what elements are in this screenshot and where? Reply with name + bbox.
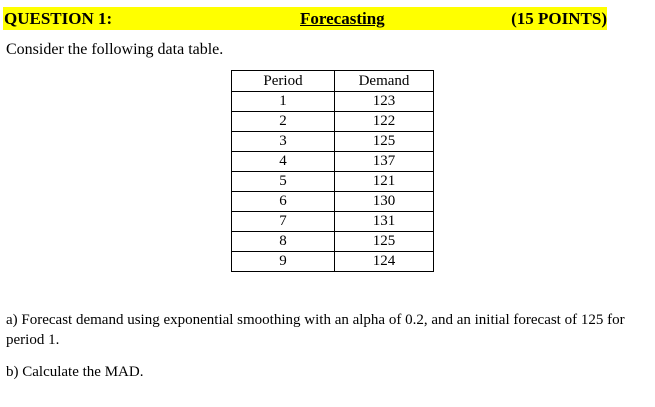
demand-cell: 122 xyxy=(335,112,434,132)
demand-cell: 121 xyxy=(335,172,434,192)
demand-cell: 124 xyxy=(335,252,434,272)
period-cell: 2 xyxy=(232,112,335,132)
period-cell: 1 xyxy=(232,92,335,112)
question-header xyxy=(3,7,607,30)
table-row xyxy=(232,192,434,212)
question-part-b: b) Calculate the MAD. xyxy=(6,364,144,380)
table-row xyxy=(232,132,434,152)
period-cell: 3 xyxy=(232,132,335,152)
period-cell: 8 xyxy=(232,232,335,252)
period-cell: 9 xyxy=(232,252,335,272)
table-header-row xyxy=(232,71,434,92)
intro-text: Consider the following data table. xyxy=(6,41,224,58)
question-points: (15 POINTS) xyxy=(511,9,607,28)
period-cell: 5 xyxy=(232,172,335,192)
column-header-period: Period xyxy=(232,71,335,92)
table-row xyxy=(232,172,434,192)
demand-cell: 137 xyxy=(335,152,434,172)
data-table xyxy=(231,70,434,272)
period-cell: 4 xyxy=(232,152,335,172)
demand-cell: 123 xyxy=(335,92,434,112)
demand-cell: 125 xyxy=(335,232,434,252)
demand-cell: 125 xyxy=(335,132,434,152)
question-number: QUESTION 1: xyxy=(4,9,113,28)
table-row xyxy=(232,112,434,132)
table-row xyxy=(232,212,434,232)
table-row xyxy=(232,152,434,172)
question-topic: Forecasting xyxy=(300,9,385,28)
column-header-demand: Demand xyxy=(335,71,434,92)
table-row xyxy=(232,92,434,112)
demand-cell: 131 xyxy=(335,212,434,232)
period-cell: 6 xyxy=(232,192,335,212)
table-row xyxy=(232,232,434,252)
question-part-a: a) Forecast demand using exponential smoothing with an alpha of 0.2, and an initial forecast of 125 for period 1. xyxy=(6,312,625,348)
demand-cell: 130 xyxy=(335,192,434,212)
period-cell: 7 xyxy=(232,212,335,232)
table-row xyxy=(232,252,434,272)
